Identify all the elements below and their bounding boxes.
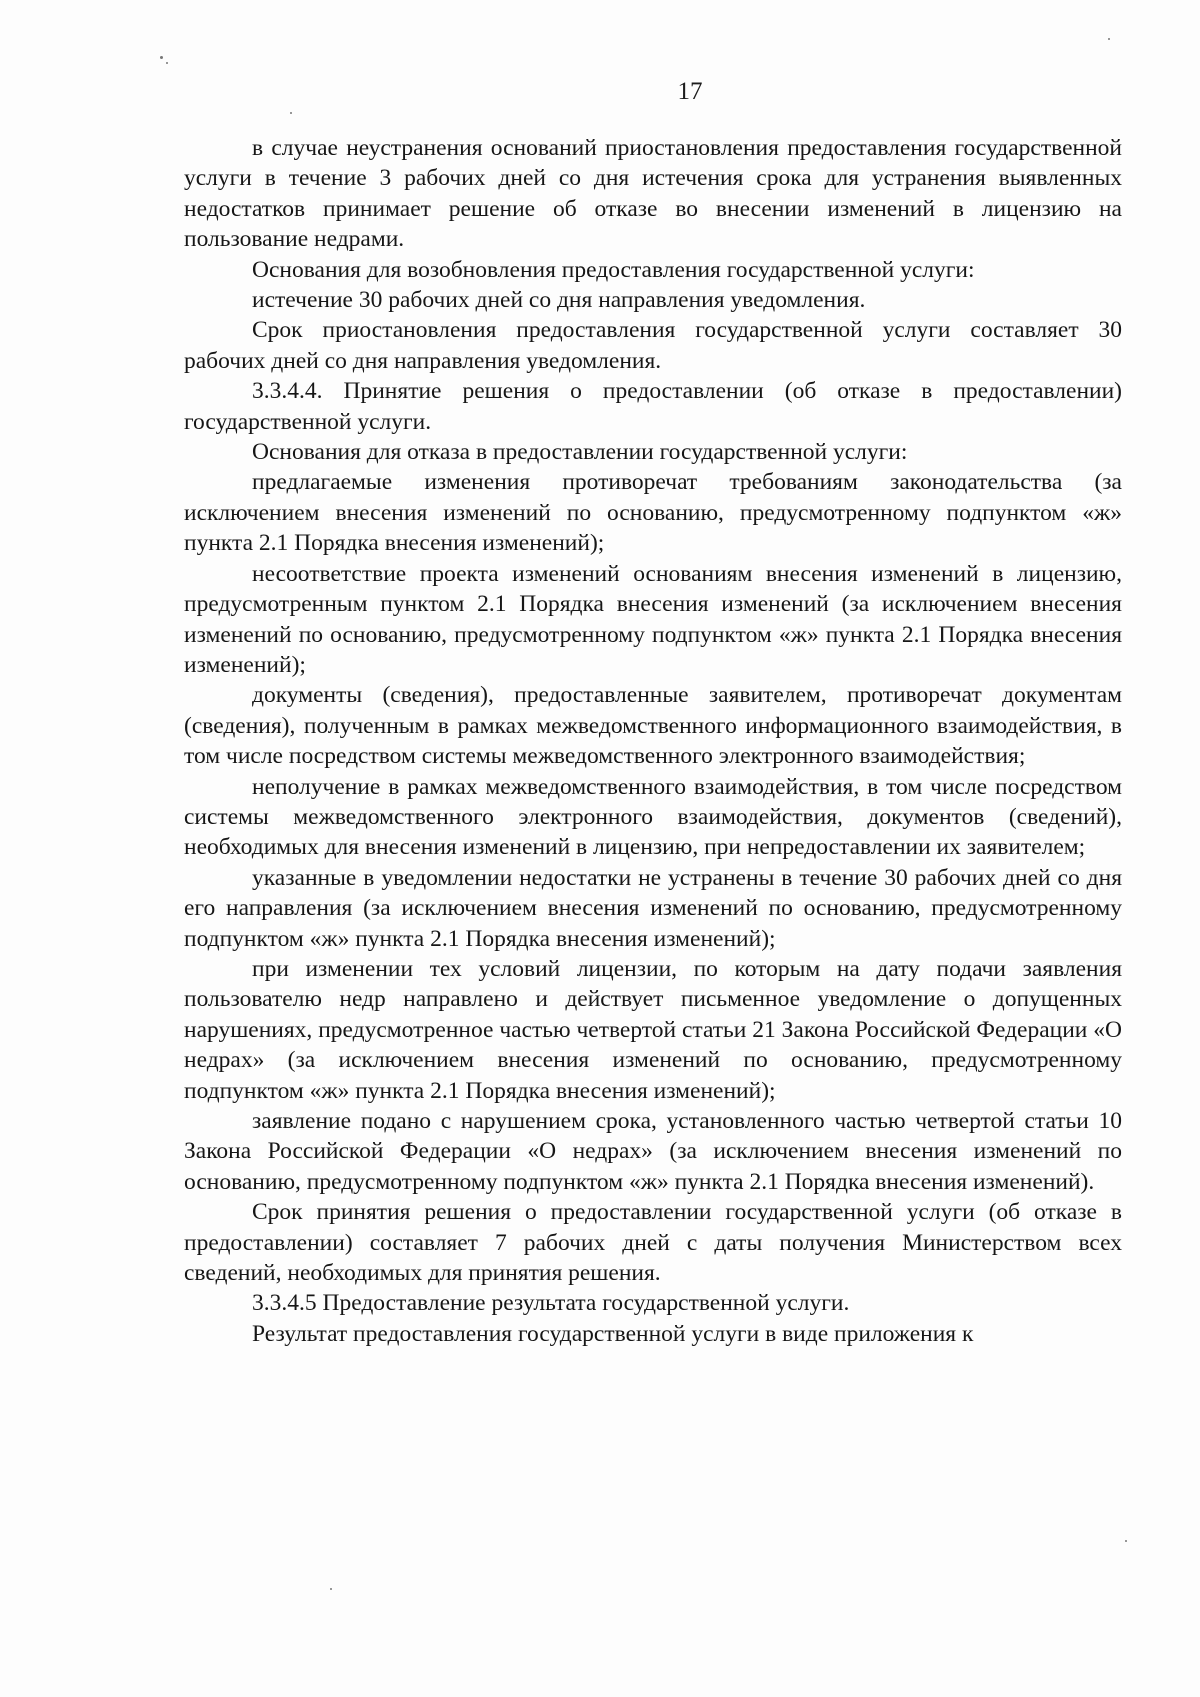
paragraph: истечение 30 рабочих дней со дня направления уведомления. (252, 287, 866, 314)
paragraph: неполучение в рамках межведомственного взаимодействия, в том числе посредством системы межведомственного электронного взаимодействия, документов (сведений), необходимых для внесения изменений в лицензию, при непредоставлении их заявителем; (184, 773, 1122, 861)
paragraph: Результат предоставления государственной услуги в виде приложения к (252, 1320, 974, 1347)
paragraph: несоответствие проекта изменений основаниям внесения изменений в лицензию, предусмотренным пунктом 2.1 Порядка внесения изменений (за исключением внесения изменений по основанию, предусмотренному подпунктом «ж» пункта 2.1 Порядка внесения изменений); (184, 560, 1122, 678)
document-body (184, 133, 1122, 1349)
scan-speck (1125, 1540, 1127, 1542)
paragraph: 3.3.4.5 Предоставление результата государственной услуги. (252, 1290, 850, 1317)
scan-speck (166, 62, 168, 64)
paragraph: указанные в уведомлении недостатки не устранены в течение 30 рабочих дней со дня его направления (за исключением внесения изменений по основанию, предусмотренному подпунктом «ж» пункта 2.1 Порядка внесения изменений); (184, 864, 1122, 952)
paragraph: Основания для отказа в предоставлении государственной услуги: (252, 439, 908, 466)
paragraph: 3.3.4.4. Принятие решения о предоставлении (об отказе в предоставлении) государственной услуги. (184, 378, 1122, 435)
paragraph: при изменении тех условий лицензии, по которым на дату подачи заявления пользователю недр направлено и действует письменное уведомление о допущенных нарушениях, предусмотренное частью четвертой статьи 21 Закона Российской Федерации «О недрах» (за исключением внесения изменений по основанию, предусмотренному подпунктом «ж» пункта 2.1 Порядка внесения изменений); (184, 955, 1122, 1104)
page-number: 17 (677, 78, 703, 105)
scan-speck (330, 1588, 332, 1590)
paragraph: предлагаемые изменения противоречат требованиям законодательства (за исключением внесения изменений по основанию, предусмотренному подпунктом «ж» пункта 2.1 Порядка внесения изменений); (184, 469, 1122, 557)
scan-speck (1108, 38, 1110, 40)
paragraph: Срок приостановления предоставления государственной услуги составляет 30 рабочих дней со дня направления уведомления. (184, 317, 1122, 374)
scan-speck (290, 112, 292, 114)
paragraph: заявление подано с нарушением срока, установленного частью четвертой статьи 10 Закона Российской Федерации «О недрах» (за исключением внесения изменений по основанию, предусмотренному подпунктом «ж» пункта 2.1 Порядка внесения изменений). (184, 1108, 1122, 1195)
scan-speck (160, 56, 163, 59)
paragraph: в случае неустранения оснований приостановления предоставления государственной услуги в течение 3 рабочих дней со дня истечения срока для устранения выявленных недостатков принимает решение об отказе во внесении изменений в лицензию на пользование недрами. (184, 135, 1122, 253)
paragraph: документы (сведения), предоставленные заявителем, противоречат документам (сведения), полученным в рамках межведомственного информационного взаимодействия, в том числе посредством системы межведомственного электронного взаимодействия; (184, 682, 1122, 770)
paragraph: Срок принятия решения о предоставлении государственной услуги (об отказе в предоставлении) составляет 7 рабочих дней с даты получения Министерством всех сведений, необходимых для принятия решения. (184, 1199, 1122, 1287)
paragraph: Основания для возобновления предоставления государственной услуги: (252, 256, 975, 283)
